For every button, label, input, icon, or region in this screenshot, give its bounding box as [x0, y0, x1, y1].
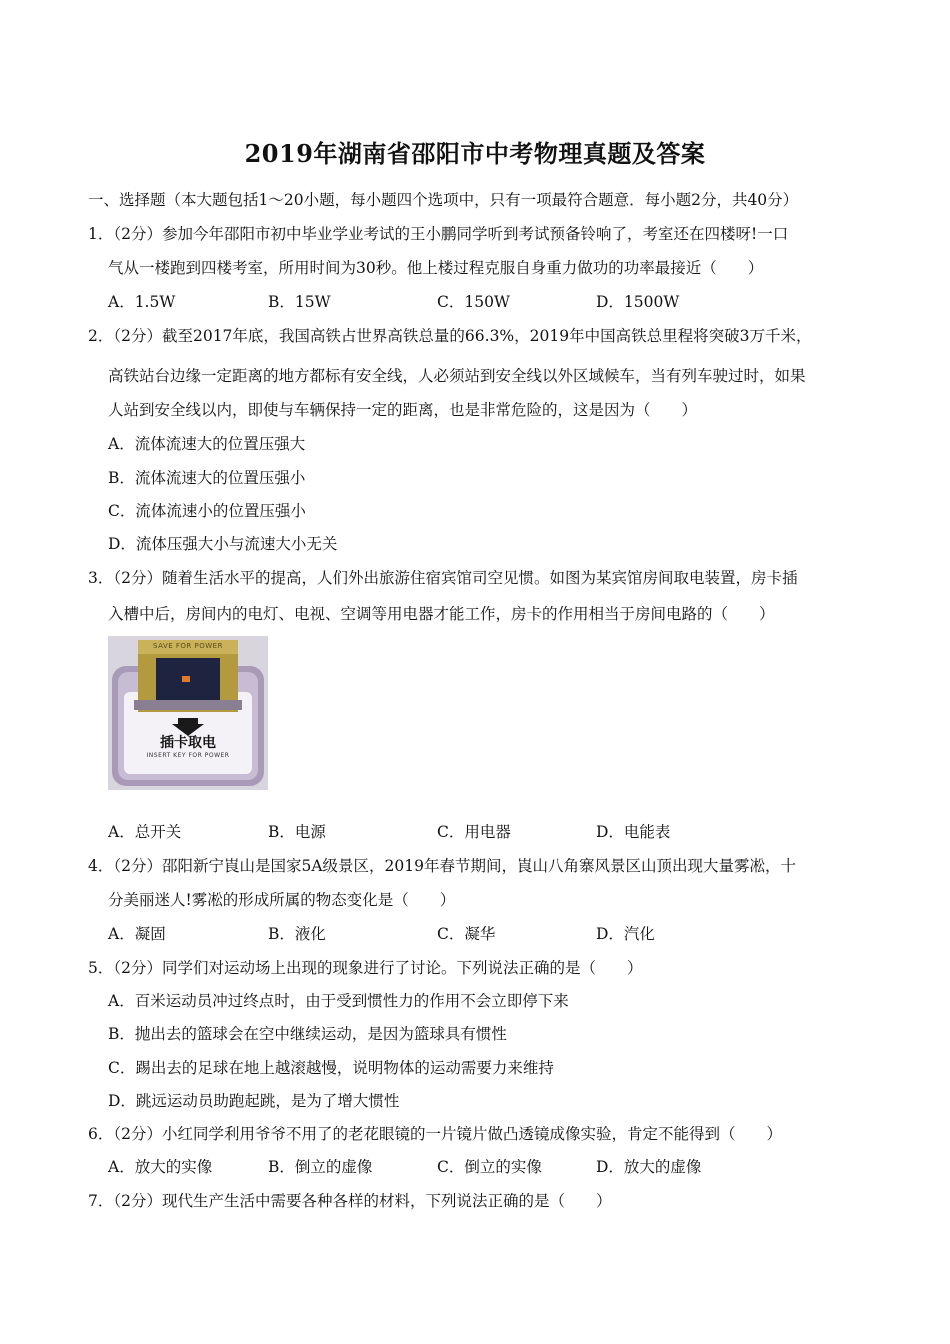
q1-option-c: C．150W: [437, 293, 510, 311]
q3-option-a: A．总开关: [108, 823, 182, 841]
section-heading: 一、选择题（本大题包括1～20小题，每小题四个选项中，只有一项最符合题意．每小题2分，共40分）: [88, 191, 799, 209]
key-card-illustration: [108, 636, 268, 790]
q6-option-d: D．放大的虚像: [596, 1158, 702, 1176]
q2-line-3: 人站到安全线以内，即使与车辆保持一定的距离，也是非常危险的，这是因为（ ）: [108, 401, 698, 419]
q5-line-1: 5．（2分）同学们对运动场上出现的现象进行了讨论。下列说法正确的是（ ）: [88, 959, 643, 977]
q2-line-2: 高铁站台边缘一定距离的地方都标有安全线，人必须站到安全线以外区域候车，当有列车驶过时，如果: [108, 367, 806, 385]
q1-option-a: A．1.5W: [108, 293, 176, 311]
image-label: 插卡取电: [160, 735, 216, 751]
q4-option-c: C．凝华: [437, 925, 496, 943]
q1-line-1: 1．（2分）参加今年邵阳市初中毕业学业考试的王小鹏同学听到考试预备铃响了，考室还在四楼呀!一口: [88, 225, 789, 243]
q1-option-b: B．15W: [268, 293, 331, 311]
q7-line-1: 7．（2分）现代生产生活中需要各种各样的材料，下列说法正确的是（ ）: [88, 1192, 612, 1210]
q5-option-d: D．跳远运动员助跑起跳，是为了增大惯性: [108, 1092, 400, 1110]
q4-option-a: A．凝固: [108, 925, 166, 943]
q5-option-b: B．抛出去的篮球会在空中继续运动，是因为篮球具有惯性: [108, 1025, 507, 1043]
page-title: 2019年湖南省邵阳市中考物理真题及答案: [244, 139, 706, 168]
q2-option-c: C．流体流速小的位置压强小: [108, 502, 306, 520]
q6-option-a: A．放大的实像: [108, 1158, 213, 1176]
q1-line-2: 气从一楼跑到四楼考室，所用时间为30秒。他上楼过程克服自身重力做功的功率最接近（ ）: [108, 259, 764, 277]
q3-option-d: D．电能表: [596, 823, 671, 841]
q2-line-1: 2．（2分）截至2017年底，我国高铁占世界高铁总量的66.3%，2019年中国高铁总里程将突破3万千米，: [88, 327, 812, 345]
q6-option-c: C．倒立的实像: [437, 1158, 542, 1176]
q2-option-d: D．流体压强大小与流速大小无关: [108, 535, 338, 553]
card-text: SAVE FOR POWER: [153, 642, 223, 650]
q5-option-c: C．踢出去的足球在地上越滚越慢，说明物体的运动需要力来维持: [108, 1059, 554, 1077]
q2-option-a: A．流体流速大的位置压强大: [108, 435, 306, 453]
q5-option-a: A．百米运动员冲过终点时，由于受到惯性力的作用不会立即停下来: [108, 992, 569, 1010]
q4-option-b: B．液化: [268, 925, 326, 943]
q2-option-b: B．流体流速大的位置压强小: [108, 469, 306, 487]
q6-option-b: B．倒立的虚像: [268, 1158, 373, 1176]
q3-option-c: C．用电器: [437, 823, 511, 841]
image-sublabel: INSERT KEY FOR POWER: [146, 752, 230, 759]
q3-line-2: 入槽中后，房间内的电灯、电视、空调等用电器才能工作，房卡的作用相当于房间电路的（ ）: [108, 605, 775, 623]
q4-line-1: 4．（2分）邵阳新宁崀山是国家5A级景区，2019年春节期间，崀山八角寨风景区山顶出现大量雾凇，十: [88, 857, 796, 875]
q4-option-d: D．汽化: [596, 925, 655, 943]
q1-option-d: D．1500W: [596, 293, 680, 311]
q3-option-b: B．电源: [268, 823, 326, 841]
q4-line-2: 分美丽迷人!雾凇的形成所属的物态变化是（ ）: [108, 891, 456, 909]
key-card-power-switch-image: [108, 636, 268, 790]
q6-line-1: 6．（2分）小红同学利用爷爷不用了的老花眼镜的一片镜片做凸透镜成像实验，肯定不能得到（ ）: [88, 1125, 782, 1143]
q3-line-1: 3．（2分）随着生活水平的提高，人们外出旅游住宿宾馆司空见惯。如图为某宾馆房间取电装置，房卡插: [88, 569, 798, 587]
